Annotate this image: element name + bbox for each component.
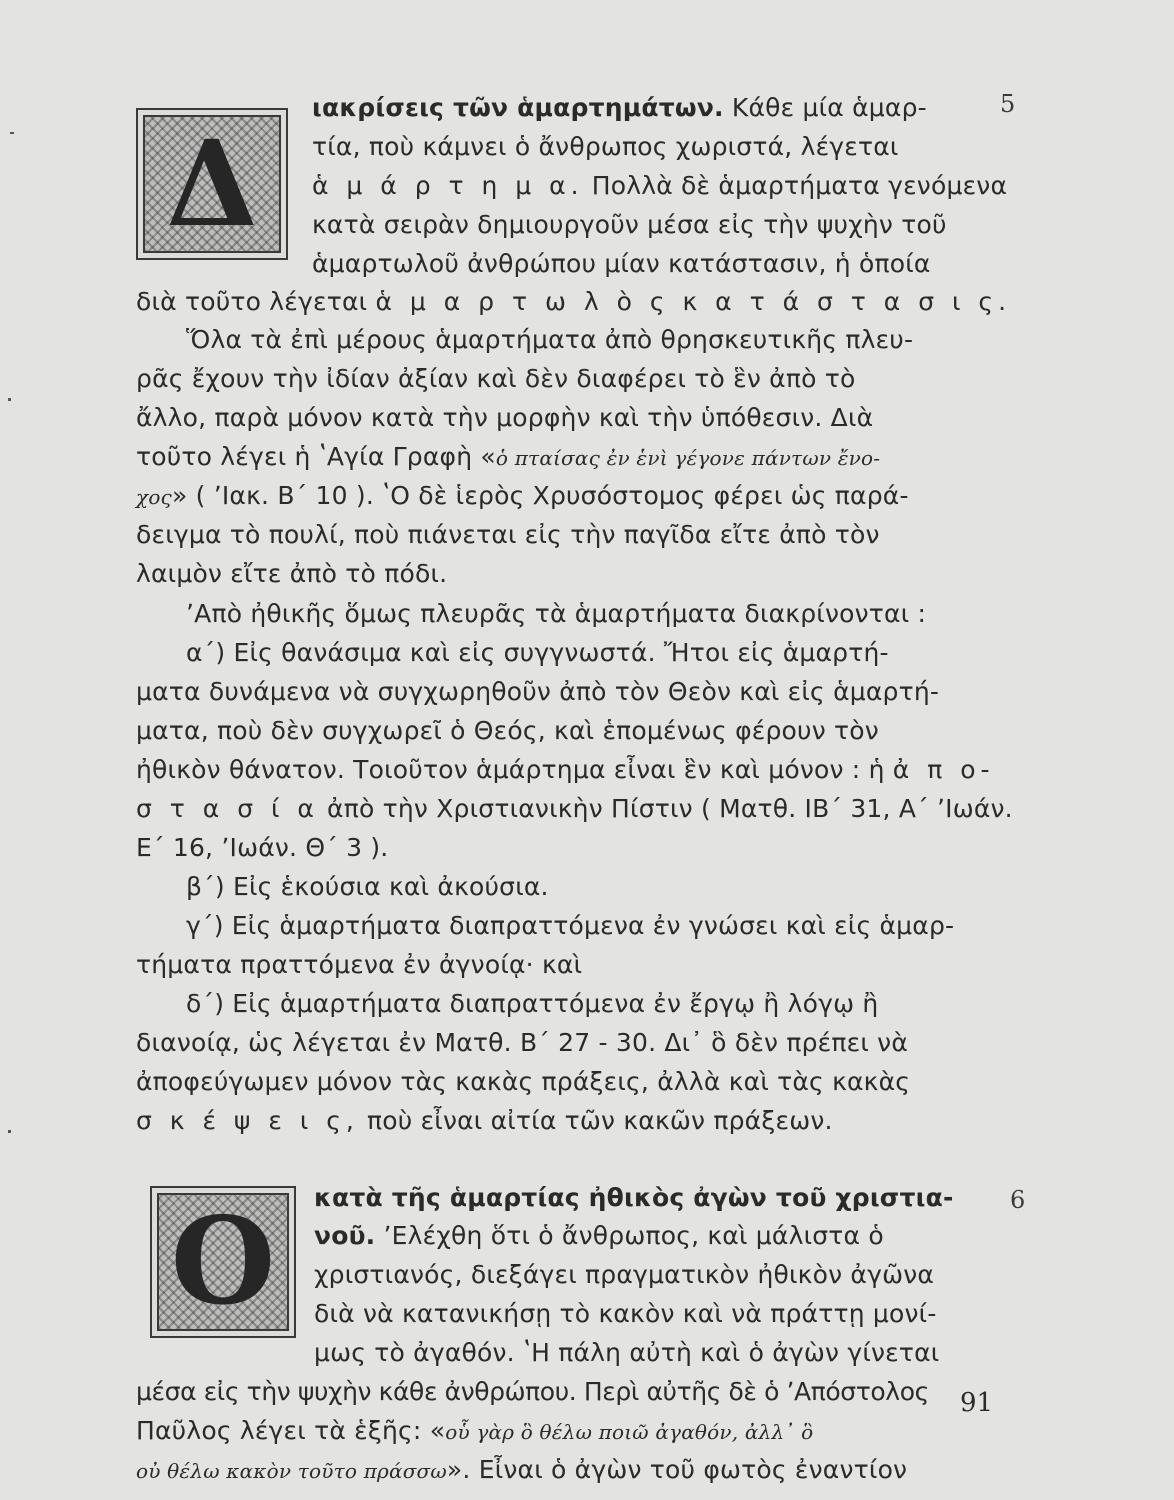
text-line: χος» ( ʼΙακ. Β΄ 10 ). ʽΟ δὲ ἱερὸς Χρυσόστομος φέρει ὡς παρά-: [136, 481, 909, 510]
text-line: μως τὸ ἀγαθόν. ʽΗ πάλη αὐτὴ καὶ ὁ ἀγὼν γίνεται: [314, 1338, 940, 1367]
text-line: κατὰ σειρὰν δημιουργοῦν μέσα εἰς τὴν ψυχὴν τοῦ: [312, 210, 947, 239]
text-line: ἀποφεύγωμεν μόνον τὰς κακὰς πράξεις, ἀλλὰ καὶ τὰς κακὰς: [136, 1067, 911, 1096]
text-line: ματα, ποὺ δὲν συγχωρεῖ ὁ Θεός, καὶ ἑπομένως φέρουν τὸν: [136, 716, 879, 745]
text-line: χριστιανός, διεξάγει πραγματικὸν ἠθικὸν ἀγῶνα: [314, 1260, 935, 1289]
text-line: τήματα πραττόμενα ἐν ἀγνοίᾳ· καὶ: [136, 950, 583, 979]
text-line: ἁμαρτωλοῦ ἀνθρώπου μίαν κατάστασιν, ἡ ὁποία: [312, 249, 931, 278]
text-line: δειγμα τὸ πουλί, ποὺ πιάνεται εἰς τὴν παγῖδα εἴτε ἀπὸ τὸν: [136, 520, 880, 549]
text-line: τοῦτο λέγει ἡ ʽΑγία Γραφὴ «ὁ πταίσας ἐν ἑνὶ γέγονε πάντων ἔνο-: [136, 442, 881, 471]
section-heading: κατὰ τῆς ἁμαρτίας ἠθικὸς ἀγὼν τοῦ χριστια-: [314, 1183, 954, 1212]
text-line: σ τ α σ ί α ἀπὸ τὴν Χριστιανικὴν Πίστιν ( Ματθ. ΙΒ΄ 31, Α΄ ʼΙωάν.: [136, 794, 1013, 823]
margin-mark: [8, 1130, 11, 1133]
text-line: δ΄) Εἰς ἁμαρτήματα διαπραττόμενα ἐν ἔργῳ ἢ λόγῳ ἢ: [186, 989, 879, 1018]
quotation: οὗ γὰρ ὃ θέλω ποιῶ ἀγαθόν, ἀλλ᾽ ὃ: [445, 1420, 814, 1444]
decorated-initial-delta: [136, 108, 288, 260]
text-line: ματα δυνάμενα νὰ συγχωρηθοῦν ἀπὸ τὸν Θεὸν καὶ εἰς ἁμαρτή-: [136, 677, 940, 706]
text-line: Ε΄ 16, ʼΙωάν. Θ΄ 3 ).: [136, 833, 389, 862]
text-line: οὐ θέλω κακὸν τοῦτο πράσσω». Εἶναι ὁ ἀγὼν τοῦ φωτὸς ἐναντίον: [136, 1455, 908, 1484]
text-line: ἁ μ ά ρ τ η μ α. Πολλὰ δὲ ἁμαρτήματα γενόμενα: [312, 171, 1008, 200]
emphasis: σ κ έ ψ ε ι ς,: [136, 1106, 359, 1135]
text-line: σ κ έ ψ ε ι ς, ποὺ εἶναι αἰτία τῶν κακῶν πράξεων.: [136, 1106, 833, 1135]
section-number: 5: [1000, 90, 1016, 118]
section-heading: ιακρίσεις τῶν ἁμαρτημάτων.: [312, 93, 724, 122]
emphasis: ἀ π ο-: [892, 755, 995, 784]
text-line: μέσα εἰς τὴν ψυχὴν κάθε ἀνθρώπου. Περὶ αὐτῆς δὲ ὁ ʼΑπόστολος: [136, 1377, 929, 1406]
emphasis: ἁ μ ά ρ τ η μ α.: [312, 171, 584, 200]
text-line: νοῦ. ʼΕλέχθη ὅτι ὁ ἄνθρωπος, καὶ μάλιστα ὁ: [314, 1221, 884, 1250]
text-line: ἠθικὸν θάνατον. Τοιοῦτον ἁμάρτημα εἶναι ἓν καὶ μόνον : ἡ ἀ π ο-: [136, 755, 995, 784]
decorated-initial-omicron: [150, 1186, 296, 1338]
page-number: 91: [960, 1388, 994, 1418]
text-line: διανοίᾳ, ὡς λέγεται ἐν Ματθ. Β΄ 27 - 30. Δι᾽ ὃ δὲν πρέπει νὰ: [136, 1028, 908, 1057]
quotation: οὐ θέλω κακὸν τοῦτο πράσσω: [136, 1459, 447, 1483]
text-line: ρᾶς ἔχουν τὴν ἰδίαν ἀξίαν καὶ δὲν διαφέρει τὸ ἓν ἀπὸ τὸ: [136, 364, 856, 393]
text-line: τία, ποὺ κάμνει ὁ ἄνθρωπος χωριστά, λέγεται: [312, 132, 899, 161]
section-number: 6: [1010, 1186, 1026, 1214]
margin-mark: [10, 132, 14, 134]
ornament-pattern: [157, 1193, 289, 1331]
quotation: ὁ πταίσας ἐν ἑνὶ γέγονε πάντων ἔνο-: [495, 446, 881, 470]
ornament-pattern: [143, 115, 281, 253]
quotation: χος: [136, 485, 172, 509]
text-line: Ὅλα τὰ ἐπὶ μέρους ἁμαρτήματα ἀπὸ θρησκευτικῆς πλευ-: [186, 325, 914, 354]
initial-letter: Δ: [166, 115, 258, 253]
text-line: διὰ τοῦτο λέγεται ἁ μ α ρ τ ω λ ὸ ς κ α τ ά σ τ α σ ι ς.: [136, 287, 1012, 316]
text-line: ιακρίσεις τῶν ἁμαρτημάτων. Κάθε μία ἁμαρ-: [312, 93, 927, 122]
text-line: ἄλλο, παρὰ μόνον κατὰ τὴν μορφὴν καὶ τὴν ὑπόθεσιν. Διὰ: [136, 403, 874, 432]
text-line: διὰ νὰ κατανικήσῃ τὸ κακὸν καὶ νὰ πράττῃ μονί-: [314, 1299, 937, 1328]
text-line: λαιμὸν εἴτε ἀπὸ τὸ πόδι.: [136, 559, 448, 588]
text-line: Παῦλος λέγει τὰ ἑξῆς: «οὗ γὰρ ὃ θέλω ποιῶ ἀγαθόν, ἀλλ᾽ ὃ: [136, 1416, 814, 1445]
text-line: ʼΑπὸ ἠθικῆς ὅμως πλευρᾶς τὰ ἁμαρτήματα διακρίνονται :: [186, 599, 927, 628]
section-heading: νοῦ.: [314, 1221, 376, 1250]
margin-mark: [8, 398, 11, 401]
text-line: α΄) Εἰς θανάσιμα καὶ εἰς συγγνωστά. Ἤτοι εἰς ἁμαρτή-: [186, 638, 889, 667]
initial-letter: Ο: [170, 1193, 276, 1331]
emphasis: σ τ α σ ί α: [136, 794, 319, 823]
text-line: [314, 1182, 954, 1214]
text-line: γ΄) Εἰς ἁμαρτήματα διαπραττόμενα ἐν γνώσει καὶ εἰς ἁμαρ-: [186, 911, 955, 940]
text-line: β΄) Εἰς ἑκούσια καὶ ἀκούσια.: [186, 872, 549, 901]
emphasis: ἁ μ α ρ τ ω λ ὸ ς κ α τ ά σ τ α σ ι ς.: [375, 287, 1012, 316]
